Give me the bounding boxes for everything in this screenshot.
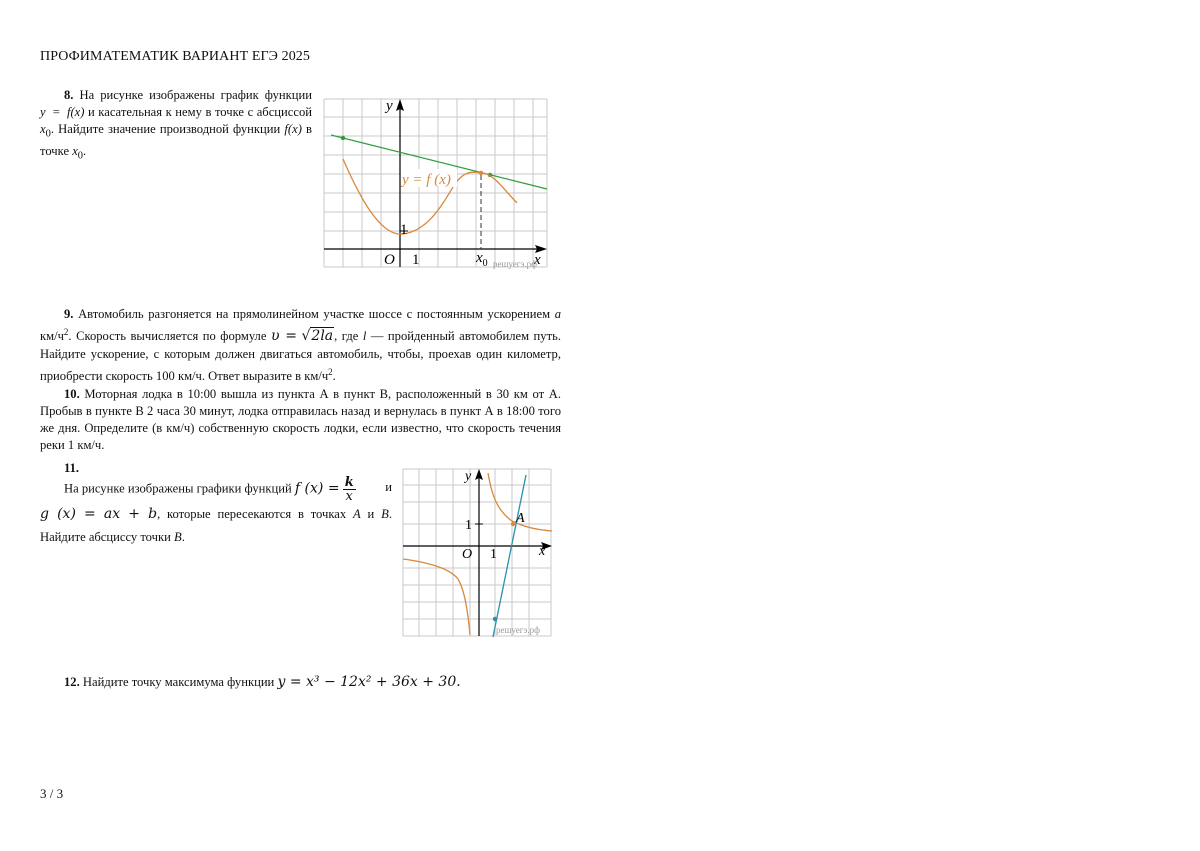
math-var: y: [40, 105, 46, 119]
task-text: точке: [40, 143, 70, 158]
task-text: . Найдите абсциссу точки: [40, 507, 392, 544]
task-8-text: [40, 87, 312, 164]
formula-f: f (x) =: [294, 480, 340, 497]
grid: [403, 469, 551, 636]
y-axis-label: y: [386, 98, 393, 114]
fraction: [343, 476, 356, 503]
formula-root: 2la: [311, 328, 334, 345]
task-text: На рисунке изображены графики функций: [64, 481, 292, 496]
task-text: и: [367, 507, 375, 521]
fraction-denominator: x: [345, 489, 353, 504]
x-axis-label: x: [539, 544, 546, 559]
task-text: — пройденный автомобилем путь. Найдите ускорение, с которым должен двигаться автомобиль, чтобы, проехав один километр, приобрести скорость 100 км/ч. Ответ выразите в км/ч: [40, 329, 561, 384]
formula-g: g (x) = ax + b: [40, 506, 158, 522]
task-text: . Скорость вычисляется по формуле: [68, 329, 267, 344]
one-x-label: 1: [412, 252, 420, 268]
task-text: .: [181, 530, 185, 544]
task-text: .: [332, 369, 336, 384]
math-var: x: [72, 143, 78, 158]
task-text: Моторная лодка в 10:00 вышла из пункта А в пункт В, расположенный в 30 км от А. Пробыв в пункте В 2 часа 30 минут, лодка отправилась назад и вернулась в пункт А в 18:00 того же дня. Определите (в км/ч) собственную скорость лодки, если известно, что скорость течения реки 1 км/ч.: [40, 387, 561, 452]
point-name: B: [381, 507, 389, 521]
linear-function-line: [493, 475, 526, 637]
origin-label: O: [384, 252, 395, 268]
point-name: B: [174, 530, 182, 544]
task-9-text: [40, 305, 561, 385]
math-eq: =: [52, 105, 60, 119]
one-x-label: 1: [490, 547, 497, 562]
task-text: Автомобиль разгоняется на прямолинейном участке шоссе с постоянным ускорением: [78, 307, 551, 321]
unit: км/ч: [40, 329, 64, 344]
y-axis-label: y: [465, 469, 472, 484]
page-header: ПРОФИМАТЕМАТИК ВАРИАНТ ЕГЭ 2025: [40, 49, 311, 64]
task-text: .: [83, 143, 87, 158]
task-text: , которые пересекаются в точках: [157, 507, 347, 521]
formula-v: υ =: [270, 328, 297, 345]
watermark: решуегэ.рф: [493, 259, 537, 269]
task-11-text: [40, 476, 392, 549]
math-var: x: [40, 122, 46, 136]
task-text: Найдите точку максимума функции: [82, 675, 275, 689]
task-11-number-line: [64, 460, 79, 477]
task-11-graph: [402, 467, 553, 638]
sqrt-sign: √: [301, 328, 311, 345]
task-number: 10.: [64, 387, 80, 401]
tangent-point: [341, 136, 345, 140]
math-fx: f(x): [284, 122, 302, 136]
task-8-graph: [323, 97, 550, 269]
one-y-label: 1: [400, 222, 408, 238]
x0-point: [479, 171, 483, 175]
task-text: и: [385, 480, 392, 494]
x0-label: $x_0$: [476, 250, 488, 269]
math-var: l: [362, 329, 367, 344]
math-sub: 0: [45, 128, 51, 140]
watermark: решуегэ.рф: [496, 625, 540, 635]
point-a-label: A: [516, 511, 525, 526]
math-sup: 2: [328, 367, 333, 378]
task-text: , где: [334, 329, 359, 344]
task-text: и касательная к нему в точке с абсциссой: [88, 105, 312, 119]
point-name: A: [353, 507, 361, 521]
task-number: 9.: [64, 307, 74, 321]
task-number: 11.: [64, 461, 80, 475]
task-text: . Найдите значение производной функции: [50, 122, 281, 136]
math-fx: f(x): [66, 105, 85, 119]
task-text: в: [306, 122, 312, 136]
x-axis-label: x: [534, 252, 541, 268]
task-number: 8.: [64, 88, 74, 102]
task-12-text: [64, 674, 564, 691]
page-number: 3 / 3: [40, 786, 64, 801]
point-a: [511, 522, 515, 526]
math-sub: 0: [77, 150, 84, 162]
origin-label: O: [462, 547, 473, 562]
task-number: 12.: [64, 675, 80, 689]
curve-label: y = f (x): [402, 172, 451, 188]
line-point: [493, 617, 497, 621]
task-10-text: [40, 386, 561, 454]
fraction-numerator: k: [344, 475, 354, 490]
math-sup: 2: [63, 327, 69, 337]
one-y-label: 1: [465, 518, 472, 533]
formula: y = x³ − 12x² + 36x + 30.: [277, 674, 461, 690]
task-text: На рисунке изображены график функции: [79, 88, 312, 102]
math-var: a: [554, 307, 561, 321]
